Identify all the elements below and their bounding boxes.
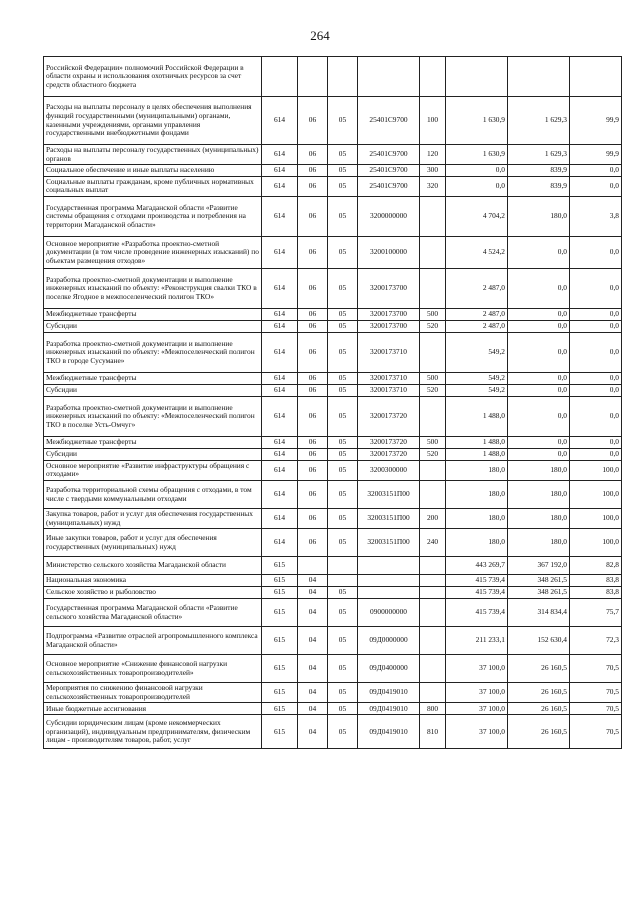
cell-vr xyxy=(420,332,446,372)
cell-exec: 0,0 xyxy=(508,436,570,448)
cell-pr xyxy=(328,57,358,97)
cell-vr xyxy=(420,627,446,655)
cell-csr xyxy=(358,557,420,575)
cell-pr: 05 xyxy=(328,683,358,703)
table-row xyxy=(44,509,622,529)
cell-grbs: 615 xyxy=(262,715,298,749)
cell-pct: 0,0 xyxy=(570,165,622,177)
cell-grbs: 614 xyxy=(262,97,298,145)
cell-vr: 100 xyxy=(420,97,446,145)
cell-csr: 32003151П00 xyxy=(358,529,420,557)
cell-exec: 180,0 xyxy=(508,460,570,480)
cell-pct: 0,0 xyxy=(570,448,622,460)
cell-pr: 05 xyxy=(328,145,358,165)
cell-csr: 3200000000 xyxy=(358,196,420,236)
cell-pct: 100,0 xyxy=(570,460,622,480)
cell-rz: 04 xyxy=(298,703,328,715)
cell-plan: 0,0 xyxy=(446,176,508,196)
cell-vr: 520 xyxy=(420,448,446,460)
table-row xyxy=(44,599,622,627)
cell-pr: 05 xyxy=(328,268,358,308)
cell-pct: 70,5 xyxy=(570,655,622,683)
cell-pr: 05 xyxy=(328,320,358,332)
cell-grbs xyxy=(262,57,298,97)
cell-rz: 04 xyxy=(298,715,328,749)
table-row xyxy=(44,384,622,396)
cell-grbs: 615 xyxy=(262,587,298,599)
cell-vr xyxy=(420,599,446,627)
cell-exec: 180,0 xyxy=(508,481,570,509)
cell-pct: 0,0 xyxy=(570,396,622,436)
cell-pct: 0,0 xyxy=(570,320,622,332)
cell-rz: 06 xyxy=(298,448,328,460)
cell-vr: 300 xyxy=(420,165,446,177)
cell-exec: 0,0 xyxy=(508,320,570,332)
table-row xyxy=(44,145,622,165)
cell-pr xyxy=(328,575,358,587)
table-row xyxy=(44,308,622,320)
cell-rz: 06 xyxy=(298,529,328,557)
cell-rz xyxy=(298,57,328,97)
page-number: 264 xyxy=(310,28,330,43)
cell-pr xyxy=(328,557,358,575)
cell-rz: 04 xyxy=(298,683,328,703)
cell-pct: 0,0 xyxy=(570,332,622,372)
cell-rz: 06 xyxy=(298,196,328,236)
cell-name: Межбюджетные трансферты xyxy=(44,308,262,320)
cell-vr: 800 xyxy=(420,703,446,715)
cell-name: Социальные выплаты гражданам, кроме публичных нормативных социальных выплат xyxy=(44,176,262,196)
cell-vr: 320 xyxy=(420,176,446,196)
cell-plan: 180,0 xyxy=(446,481,508,509)
cell-name: Разработка территориальной схемы обращения с отходами, в том числе с твердыми коммунальными отходами xyxy=(44,481,262,509)
cell-grbs: 614 xyxy=(262,176,298,196)
cell-grbs: 614 xyxy=(262,396,298,436)
cell-name: Национальная экономика xyxy=(44,575,262,587)
cell-name: Расходы на выплаты персоналу государственных (муниципальных) органов xyxy=(44,145,262,165)
table-row xyxy=(44,97,622,145)
cell-name: Разработка проектно-сметной документации и выполнение инженерных изысканий по объекту: «Межпоселенческий полигон ТКО в городе Сусумане» xyxy=(44,332,262,372)
cell-grbs: 614 xyxy=(262,196,298,236)
cell-exec: 26 160,5 xyxy=(508,715,570,749)
cell-name: Основное мероприятие «Разработка проектно-сметной документации (в том числе проведение инженерных изысканий) по объектам размещения отходов» xyxy=(44,236,262,268)
cell-exec: 0,0 xyxy=(508,308,570,320)
table-row xyxy=(44,448,622,460)
cell-csr xyxy=(358,57,420,97)
cell-csr: 3200100000 xyxy=(358,236,420,268)
cell-plan: 37 100,0 xyxy=(446,683,508,703)
cell-name: Межбюджетные трансферты xyxy=(44,436,262,448)
cell-rz: 06 xyxy=(298,460,328,480)
cell-pct: 0,0 xyxy=(570,372,622,384)
cell-pr: 05 xyxy=(328,396,358,436)
cell-vr: 520 xyxy=(420,320,446,332)
cell-grbs: 615 xyxy=(262,703,298,715)
cell-plan: 443 269,7 xyxy=(446,557,508,575)
cell-name: Субсидии юридическим лицам (кроме некоммерческих организаций), индивидуальным предпринимателям, физическим лицам - производителям товаров, работ, услуг xyxy=(44,715,262,749)
cell-rz: 04 xyxy=(298,575,328,587)
cell-pr: 05 xyxy=(328,196,358,236)
cell-rz: 06 xyxy=(298,145,328,165)
cell-csr: 3200173700 xyxy=(358,308,420,320)
cell-plan: 415 739,4 xyxy=(446,599,508,627)
table-row xyxy=(44,575,622,587)
cell-plan: 549,2 xyxy=(446,384,508,396)
table-row xyxy=(44,655,622,683)
cell-name: Закупка товаров, работ и услуг для обеспечения государственных (муниципальных) нужд xyxy=(44,509,262,529)
cell-exec: 180,0 xyxy=(508,196,570,236)
cell-pr: 05 xyxy=(328,448,358,460)
cell-pr: 05 xyxy=(328,460,358,480)
cell-name: Субсидии xyxy=(44,448,262,460)
table-row xyxy=(44,176,622,196)
cell-rz: 06 xyxy=(298,236,328,268)
cell-csr xyxy=(358,587,420,599)
cell-name: Расходы на выплаты персоналу в целях обеспечения выполнения функций государственными (муниципальными) органами, казенными учреждениями, органами управления государственными внебюджетными фондами xyxy=(44,97,262,145)
cell-vr: 500 xyxy=(420,436,446,448)
cell-exec: 0,0 xyxy=(508,384,570,396)
cell-pct: 99,9 xyxy=(570,145,622,165)
cell-csr: 3200173700 xyxy=(358,268,420,308)
cell-name: Подпрограмма «Развитие отраслей агропромышленного комплекса Магаданской области» xyxy=(44,627,262,655)
cell-exec: 314 834,4 xyxy=(508,599,570,627)
cell-csr: 0900000000 xyxy=(358,599,420,627)
cell-grbs: 614 xyxy=(262,436,298,448)
cell-grbs: 614 xyxy=(262,448,298,460)
cell-rz: 06 xyxy=(298,308,328,320)
cell-pr: 05 xyxy=(328,97,358,145)
cell-pct: 82,8 xyxy=(570,557,622,575)
cell-pr: 05 xyxy=(328,599,358,627)
cell-exec: 180,0 xyxy=(508,509,570,529)
table-row xyxy=(44,268,622,308)
cell-grbs: 615 xyxy=(262,627,298,655)
cell-rz: 06 xyxy=(298,268,328,308)
cell-vr: 500 xyxy=(420,308,446,320)
table-row xyxy=(44,481,622,509)
cell-vr xyxy=(420,557,446,575)
table-row xyxy=(44,529,622,557)
cell-vr: 240 xyxy=(420,529,446,557)
cell-csr: 3200173710 xyxy=(358,372,420,384)
cell-grbs: 614 xyxy=(262,481,298,509)
cell-name: Разработка проектно-сметной документации и выполнение инженерных изысканий по объекту: «Реконструкция свалки ТКО в поселке Ягодное в межпоселенческий полигон ТКО» xyxy=(44,268,262,308)
cell-grbs: 614 xyxy=(262,384,298,396)
cell-plan: 1 630,9 xyxy=(446,97,508,145)
table-row xyxy=(44,165,622,177)
cell-plan: 2 487,0 xyxy=(446,268,508,308)
cell-grbs: 615 xyxy=(262,655,298,683)
cell-exec xyxy=(508,57,570,97)
cell-csr: 09Д0419010 xyxy=(358,703,420,715)
table-row xyxy=(44,587,622,599)
cell-csr: 09Д0000000 xyxy=(358,627,420,655)
cell-rz: 06 xyxy=(298,384,328,396)
cell-name: Субсидии xyxy=(44,320,262,332)
cell-vr: 200 xyxy=(420,509,446,529)
cell-csr: 3200173720 xyxy=(358,448,420,460)
cell-vr: 520 xyxy=(420,384,446,396)
cell-pr: 05 xyxy=(328,236,358,268)
cell-plan: 0,0 xyxy=(446,165,508,177)
cell-grbs: 614 xyxy=(262,268,298,308)
cell-grbs: 614 xyxy=(262,145,298,165)
cell-grbs: 614 xyxy=(262,460,298,480)
cell-pct xyxy=(570,57,622,97)
cell-plan: 180,0 xyxy=(446,509,508,529)
cell-pct: 83,8 xyxy=(570,575,622,587)
cell-name: Субсидии xyxy=(44,384,262,396)
cell-name: Мероприятия по снижению финансовой нагрузки сельскохозяйственных товаропроизводителей xyxy=(44,683,262,703)
cell-csr: 32003151П00 xyxy=(358,509,420,529)
cell-grbs: 614 xyxy=(262,529,298,557)
cell-exec: 0,0 xyxy=(508,268,570,308)
cell-pr: 05 xyxy=(328,529,358,557)
cell-grbs: 615 xyxy=(262,683,298,703)
cell-plan: 1 630,9 xyxy=(446,145,508,165)
cell-name: Иные бюджетные ассигнования xyxy=(44,703,262,715)
cell-vr xyxy=(420,481,446,509)
cell-csr: 25401С9700 xyxy=(358,165,420,177)
cell-plan: 37 100,0 xyxy=(446,655,508,683)
cell-vr: 810 xyxy=(420,715,446,749)
cell-exec: 1 629,3 xyxy=(508,145,570,165)
cell-pr: 05 xyxy=(328,587,358,599)
cell-pr: 05 xyxy=(328,481,358,509)
table-row xyxy=(44,396,622,436)
cell-csr: 25401С9700 xyxy=(358,145,420,165)
cell-pct: 70,5 xyxy=(570,715,622,749)
cell-plan: 2 487,0 xyxy=(446,320,508,332)
cell-pct: 0,0 xyxy=(570,308,622,320)
cell-vr: 120 xyxy=(420,145,446,165)
cell-exec: 1 629,3 xyxy=(508,97,570,145)
cell-rz xyxy=(298,557,328,575)
cell-rz: 06 xyxy=(298,509,328,529)
cell-vr xyxy=(420,268,446,308)
cell-plan: 4 524,2 xyxy=(446,236,508,268)
cell-grbs: 615 xyxy=(262,599,298,627)
cell-exec: 180,0 xyxy=(508,529,570,557)
cell-name: Социальное обеспечение и иные выплаты населению xyxy=(44,165,262,177)
cell-grbs: 614 xyxy=(262,308,298,320)
cell-grbs: 614 xyxy=(262,332,298,372)
cell-csr: 09Д0419010 xyxy=(358,683,420,703)
cell-rz: 06 xyxy=(298,481,328,509)
cell-pct: 100,0 xyxy=(570,481,622,509)
table-row xyxy=(44,703,622,715)
cell-vr xyxy=(420,655,446,683)
cell-plan: 415 739,4 xyxy=(446,575,508,587)
table-row xyxy=(44,557,622,575)
cell-grbs: 614 xyxy=(262,165,298,177)
cell-pr: 05 xyxy=(328,176,358,196)
cell-grbs: 614 xyxy=(262,509,298,529)
cell-pr: 05 xyxy=(328,165,358,177)
cell-name: Иные закупки товаров, работ и услуг для обеспечения государственных (муниципальных) нужд xyxy=(44,529,262,557)
cell-csr: 3200173710 xyxy=(358,384,420,396)
cell-rz: 04 xyxy=(298,655,328,683)
cell-plan: 1 488,0 xyxy=(446,396,508,436)
cell-plan: 180,0 xyxy=(446,529,508,557)
cell-plan: 549,2 xyxy=(446,372,508,384)
cell-csr: 3200173710 xyxy=(358,332,420,372)
cell-pr: 05 xyxy=(328,655,358,683)
cell-rz: 06 xyxy=(298,97,328,145)
table-row xyxy=(44,683,622,703)
cell-plan: 1 488,0 xyxy=(446,436,508,448)
cell-pct: 0,0 xyxy=(570,268,622,308)
cell-plan: 1 488,0 xyxy=(446,448,508,460)
table-row xyxy=(44,436,622,448)
cell-pct: 72,3 xyxy=(570,627,622,655)
cell-pr: 05 xyxy=(328,627,358,655)
cell-vr xyxy=(420,460,446,480)
cell-plan: 415 739,4 xyxy=(446,587,508,599)
cell-name: Государственная программа Магаданской области «Развитие системы обращения с отходами производства и потребления на территории Магаданской области» xyxy=(44,196,262,236)
cell-plan xyxy=(446,57,508,97)
cell-rz: 06 xyxy=(298,436,328,448)
cell-vr xyxy=(420,396,446,436)
table-row xyxy=(44,196,622,236)
cell-exec: 348 261,5 xyxy=(508,587,570,599)
cell-csr xyxy=(358,575,420,587)
cell-exec: 0,0 xyxy=(508,332,570,372)
cell-vr xyxy=(420,683,446,703)
cell-csr: 25401С9700 xyxy=(358,97,420,145)
cell-exec: 0,0 xyxy=(508,236,570,268)
cell-rz: 04 xyxy=(298,627,328,655)
cell-pct: 70,5 xyxy=(570,683,622,703)
cell-name: Основное мероприятие «Развитие инфраструктуры обращения с отходами» xyxy=(44,460,262,480)
cell-pct: 75,7 xyxy=(570,599,622,627)
cell-pr: 05 xyxy=(328,308,358,320)
cell-vr xyxy=(420,57,446,97)
cell-pr: 05 xyxy=(328,332,358,372)
cell-grbs: 615 xyxy=(262,575,298,587)
cell-exec: 367 192,0 xyxy=(508,557,570,575)
table-row xyxy=(44,236,622,268)
cell-grbs: 614 xyxy=(262,320,298,332)
cell-grbs: 614 xyxy=(262,372,298,384)
cell-csr: 3200300000 xyxy=(358,460,420,480)
cell-rz: 06 xyxy=(298,165,328,177)
cell-pct: 100,0 xyxy=(570,529,622,557)
cell-name: Сельское хозяйство и рыболовство xyxy=(44,587,262,599)
cell-csr: 3200173700 xyxy=(358,320,420,332)
cell-rz: 06 xyxy=(298,372,328,384)
cell-pct: 3,8 xyxy=(570,196,622,236)
table-row xyxy=(44,320,622,332)
cell-rz: 04 xyxy=(298,599,328,627)
table-row xyxy=(44,460,622,480)
cell-csr: 09Д0419010 xyxy=(358,715,420,749)
table-row xyxy=(44,627,622,655)
cell-name: Основное мероприятие «Снижение финансовой нагрузки сельскохозяйственных товаропроизводителей» xyxy=(44,655,262,683)
cell-name: Российской Федерации» полномочий Российской Федерации в области охраны и использования охотничьих ресурсов за счет средств областного бюджета xyxy=(44,57,262,97)
table-row xyxy=(44,372,622,384)
cell-pct: 83,8 xyxy=(570,587,622,599)
cell-pct: 0,0 xyxy=(570,436,622,448)
cell-plan: 37 100,0 xyxy=(446,703,508,715)
cell-name: Разработка проектно-сметной документации и выполнение инженерных изысканий по объекту: «Межпоселенческий полигон ТКО в поселке Усть-Омчуг» xyxy=(44,396,262,436)
table-row xyxy=(44,332,622,372)
cell-pct: 0,0 xyxy=(570,384,622,396)
cell-exec: 839,9 xyxy=(508,165,570,177)
cell-plan: 180,0 xyxy=(446,460,508,480)
cell-vr xyxy=(420,587,446,599)
cell-exec: 0,0 xyxy=(508,372,570,384)
cell-exec: 839,9 xyxy=(508,176,570,196)
cell-plan: 37 100,0 xyxy=(446,715,508,749)
cell-exec: 26 160,5 xyxy=(508,703,570,715)
cell-plan: 549,2 xyxy=(446,332,508,372)
cell-pct: 0,0 xyxy=(570,176,622,196)
cell-csr: 25401С9700 xyxy=(358,176,420,196)
cell-exec: 0,0 xyxy=(508,396,570,436)
cell-pct: 100,0 xyxy=(570,509,622,529)
table-row xyxy=(44,715,622,749)
budget-table xyxy=(43,56,622,749)
cell-exec: 26 160,5 xyxy=(508,683,570,703)
cell-csr: 3200173720 xyxy=(358,396,420,436)
cell-exec: 26 160,5 xyxy=(508,655,570,683)
cell-rz: 06 xyxy=(298,332,328,372)
cell-rz: 06 xyxy=(298,320,328,332)
cell-exec: 0,0 xyxy=(508,448,570,460)
cell-vr xyxy=(420,236,446,268)
table-row xyxy=(44,57,622,97)
cell-grbs: 615 xyxy=(262,557,298,575)
cell-csr: 09Д0400000 xyxy=(358,655,420,683)
cell-pr: 05 xyxy=(328,372,358,384)
cell-pr: 05 xyxy=(328,715,358,749)
cell-vr xyxy=(420,575,446,587)
cell-exec: 152 630,4 xyxy=(508,627,570,655)
cell-pct: 0,0 xyxy=(570,236,622,268)
cell-pct: 70,5 xyxy=(570,703,622,715)
cell-pr: 05 xyxy=(328,509,358,529)
cell-plan: 2 487,0 xyxy=(446,308,508,320)
cell-pr: 05 xyxy=(328,384,358,396)
cell-rz: 04 xyxy=(298,587,328,599)
cell-plan: 211 233,1 xyxy=(446,627,508,655)
cell-csr: 3200173720 xyxy=(358,436,420,448)
cell-name: Государственная программа Магаданской области «Развитие сельского хозяйства Магаданской области» xyxy=(44,599,262,627)
cell-rz: 06 xyxy=(298,176,328,196)
cell-pr: 05 xyxy=(328,703,358,715)
cell-pr: 05 xyxy=(328,436,358,448)
cell-name: Министерство сельского хозяйства Магаданской области xyxy=(44,557,262,575)
cell-pct: 99,9 xyxy=(570,97,622,145)
cell-grbs: 614 xyxy=(262,236,298,268)
cell-exec: 348 261,5 xyxy=(508,575,570,587)
cell-name: Межбюджетные трансферты xyxy=(44,372,262,384)
cell-rz: 06 xyxy=(298,396,328,436)
cell-vr xyxy=(420,196,446,236)
cell-csr: 32003151П00 xyxy=(358,481,420,509)
cell-plan: 4 704,2 xyxy=(446,196,508,236)
cell-vr: 500 xyxy=(420,372,446,384)
